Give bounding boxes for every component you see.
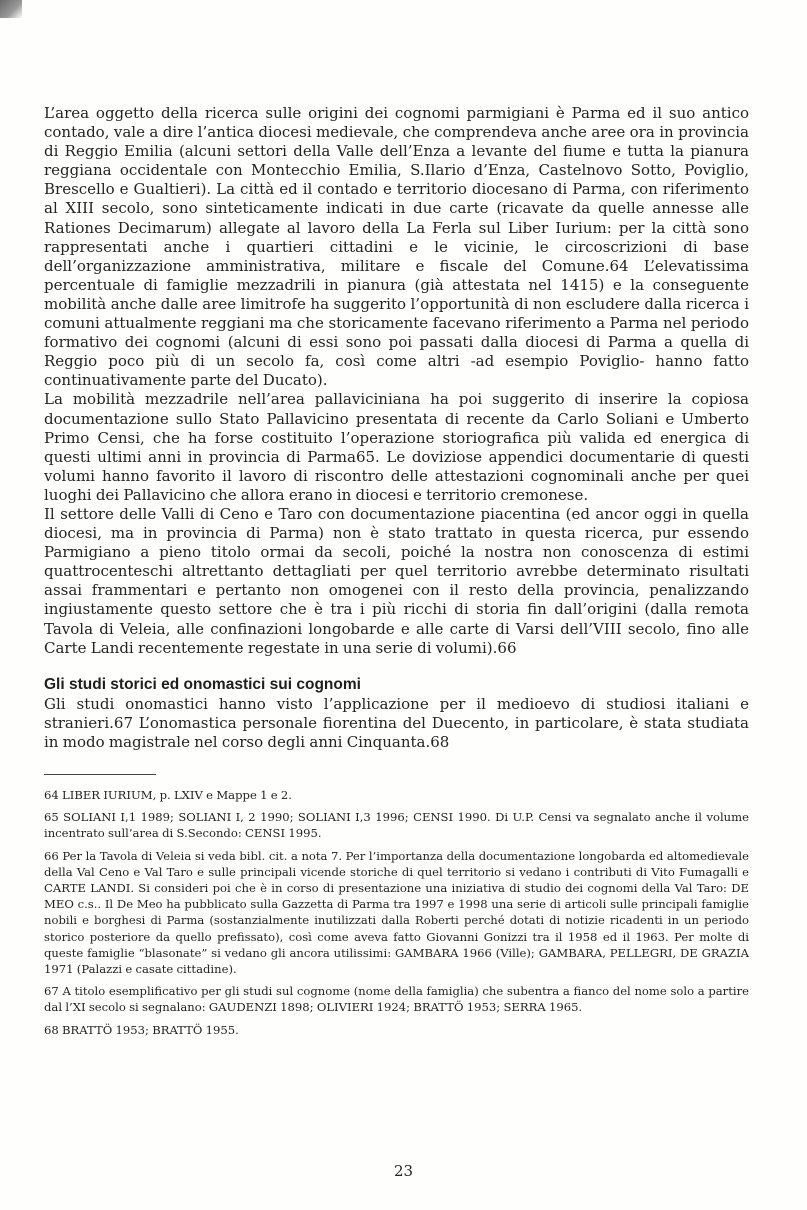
footnote-68: 68 BRATTÖ 1953; BRATTÖ 1955. <box>44 1022 239 1037</box>
footnote-67: 67 A titolo esemplificativo per gli studi sul cognome (nome della famiglia) che subentra a fianco del nome solo a partire dal l’XI secolo si segnalano: GAUDENZI 1898; OLIVIERI 1924; BRATTÖ 1953; SERRA 1965. <box>44 984 749 1015</box>
paragraph-1: L’area oggetto della ricerca sulle origini dei cognomi parmigiani è Parma ed il suo antico contado, vale a dire l’antica diocesi medievale, che comprendeva anche aree ora in provincia di Reggio Emilia (alcuni settori della Valle dell’Enza a levante del fiume e tutta la pianura reggiana occidentale con Montecchio Emilia, S.Ilario d’Enza, Castelnovo Sotto, Poviglio, Brescello e Gualtieri). La città ed il contado e territorio diocesano di Parma, con riferimento al XIII secolo, sono sinteticamente indicati in due carte (ricavate da quelle annesse alle Rationes Decimarum) allegate al lavoro della La Ferla sul Liber Iurium: per la città sono rappresentati anche i quartieri cittadini e le vicinie, le circoscrizioni di base dell’organizzazione amministrativa, militare e fiscale del Comune.64 L’elevatissima percentuale di famiglie mezzadrili in pianura (già attestata nel 1415) e la conseguente mobilità anche dalle aree limitrofe ha suggerito l’opportunità di non escludere dalla ricerca i comuni attualmente reggiani ma che storicamente facevano riferimento a Parma nel periodo formativo dei cognomi (alcuni di essi sono poi passati dalla diocesi di Parma a quella di Reggio poco più di un secolo fa, così come altri -ad esempio Poviglio- hanno fatto continuativamente parte del Ducato). <box>44 104 749 390</box>
page-number: 23 <box>393 1162 414 1180</box>
footnote-65: 65 SOLIANI I,1 1989; SOLIANI I, 2 1990; SOLIANI I,3 1996; CENSI 1990. Di U.P. Censi va segnalato anche il volume incentrato sull’area di S.Secondo: CENSI 1995. <box>44 810 749 841</box>
footnote-separator <box>44 774 156 775</box>
body-text <box>44 104 749 658</box>
footnote-66: 66 Per la Tavola di Veleia si veda bibl. cit. a nota 7. Per l’importanza della documentazione longobarda ed altomedievale della Val Ceno e Val Taro e sulle principali vicende storiche di quel territorio si vedano i contributi di Vito Fumagalli e CARTE LANDI. Si consideri poi che è in corso di presentazione una iniziativa di studio dei cognomi della Val Taro: DE MEO c.s.. Il De Meo ha pubblicato sulla Gazzetta di Parma tra 1997 e 1998 una serie di articoli sulle principali famiglie nobili e borghesi di Parma (sostanzialmente inutilizzati dalla Roberti perché dotati di notizie ricadenti in un periodo storico posteriore da quello prefissato), così come aveva fatto Giovanni Gonizzi tra il 1958 ed il 1963. Per molte di queste famiglie “blasonate” si vedano gli ancora utilissimi: GAMBARA 1966 (Ville); GAMBARA, PELLEGRI, DE GRAZIA 1971 (Palazzi e casate cittadine). <box>44 848 749 977</box>
paragraph-2: La mobilità mezzadrile nell’area pallaviciniana ha poi suggerito di inserire la copiosa documentazione sullo Stato Pallavicino presentata di recente da Carlo Soliani e Umberto Primo Censi, che ha forse costituito l’operazione storiografica più valida ed energica di questi ultimi anni in provincia di Parma65. Le doviziose appendici documentarie di questi volumi hanno favorito il lavoro di riscontro delle attestazioni cognominali anche per quei luoghi dei Pallavicino che allora erano in diocesi e territorio cremonese. <box>44 390 749 504</box>
footnote-64: 64 LIBER IURIUM, p. LXIV e Mappe 1 e 2. <box>44 788 292 802</box>
paragraph-3: Il settore delle Valli di Ceno e Taro con documentazione piacentina (ed ancor oggi in quella diocesi, ma in provincia di Parma) non è stato trattato in questa ricerca, pur essendo Parmigiano a pieno titolo ormai da secoli, poiché la nostra non conoscenza di estimi quattrocenteschi altrettanto dettagliati per quel territorio avrebbe determinato risultati assai frammentari e pertanto non omogenei con il resto della provincia, penalizzando ingiustamente questo settore che è tra i più ricchi di storia fin dall’origini (dalla remota Tavola di Veleia, alle confinazioni longobarde e alle carte di Varsi dell’VIII secolo, fino alle Carte Landi recentemente regestate in una serie di volumi).66 <box>44 504 749 657</box>
scan-corner-mark <box>0 0 22 18</box>
footnotes <box>44 787 749 1038</box>
paragraph-4: Gli studi onomastici hanno visto l’applicazione per il medioevo di studiosi italiani e stranieri.67 L’onomastica personale fiorentina del Duecento, in particolare, è stata studiata in modo magistrale nel corso degli anni Cinquanta.68 <box>44 694 749 751</box>
section-heading: Gli studi storici ed onomastici sui cognomi <box>44 675 361 693</box>
page-content <box>44 104 749 1044</box>
section-body <box>44 695 749 752</box>
